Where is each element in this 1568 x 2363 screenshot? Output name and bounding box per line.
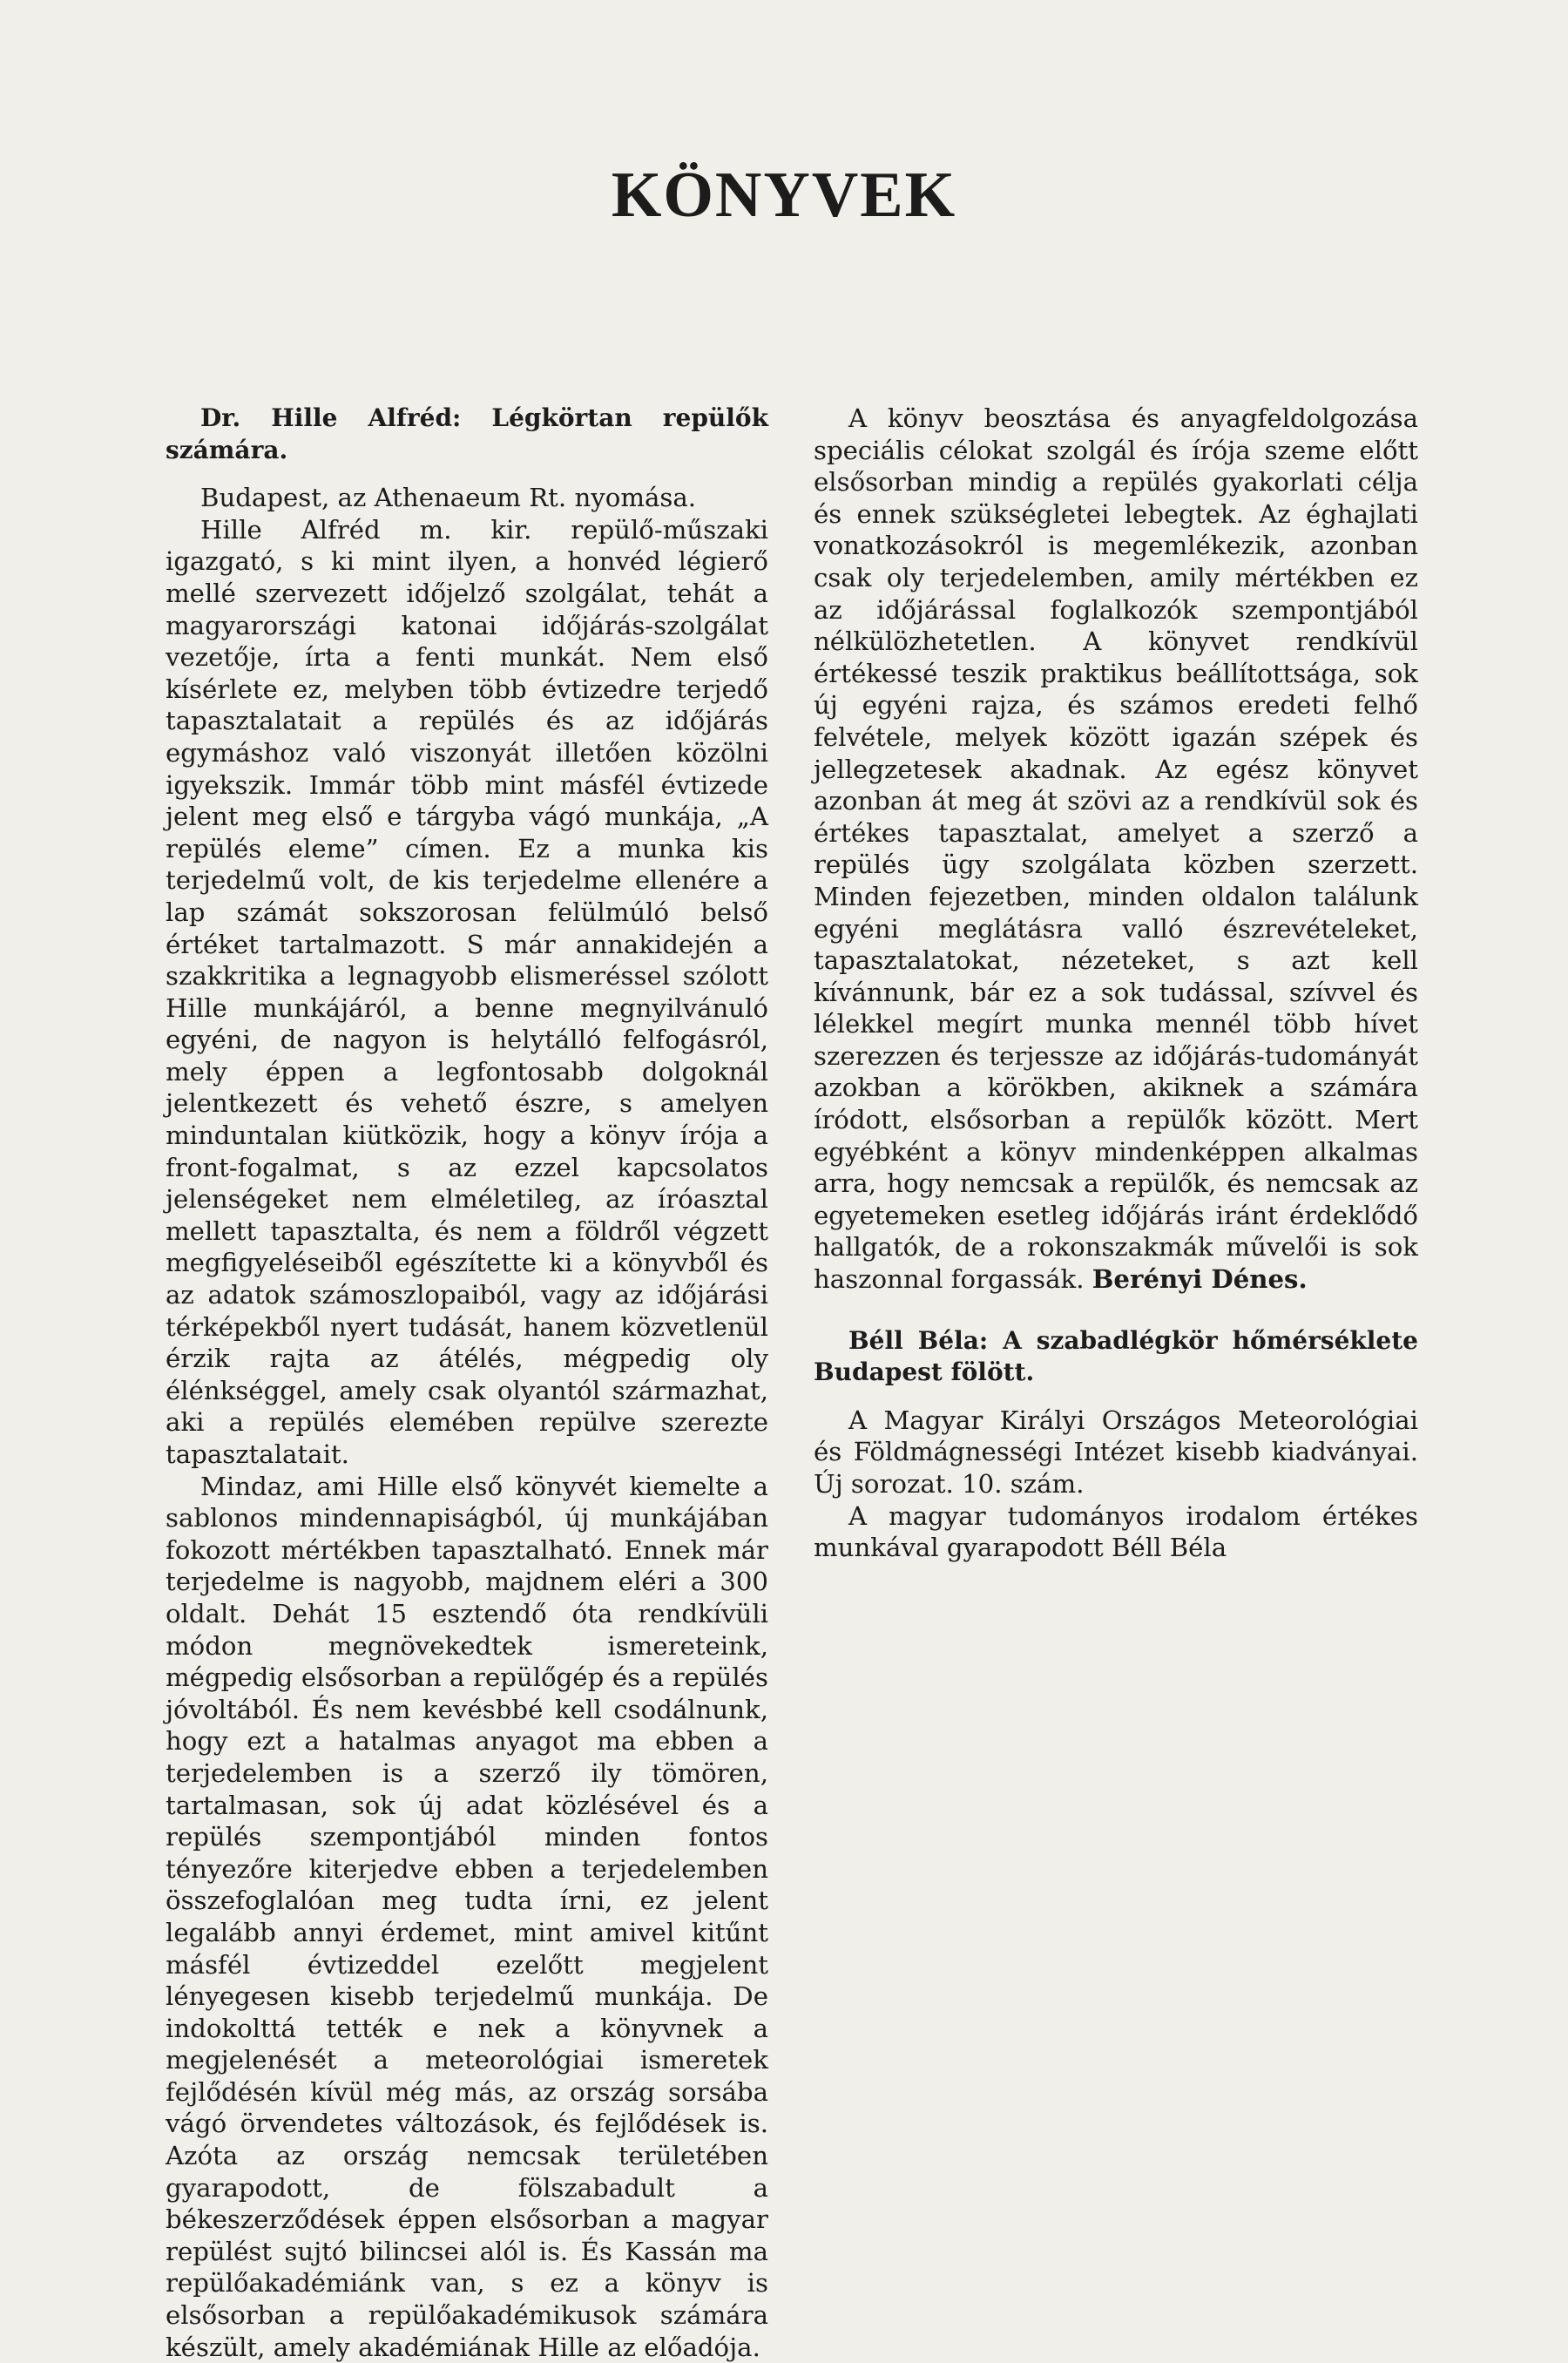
review-signature: Berényi Dénes.	[1092, 1264, 1308, 1295]
review-paragraph-text: A könyv beosztása és anyagfeldolgozása speciális célokat szolgál és írója szeme előtt elsősorban mindig a repülés gyakorlati célja és ennek szükségletei lebegtek. Az éghajlati vonatkozásokról is megemlékezik, azonban csak oly terjedelemben, amily mértékben ez az időjárással foglalkozók szempontjából nélkülözhetetlen. A könyvet rendkívül értékessé teszik praktikus beállítottsága, sok új egyéni rajza, és számos eredeti felhő felvétele, melyek között igazán szépek és jellegzetesek akadnak. Az egész könyvet azonban át meg át szövi az a rendkívül sok és értékes tapasztalat, amelyet a szerző a repülés ügy szolgálata közben szerzett. Minden fejezetben, minden oldalon találunk egyéni meglátásra valló észrevételeket, tapasztalatokat, nézeteket, s azt kell kívánnunk, bár ez a sok tudással, szívvel és lélekkel megírt munka mennél több hívet szerezzen és terjessze az időjárás-tudományát azokban a körökben, akiknek a számára íródott, elsősorban a repülők között. Mert egyébként a könyv mindenképpen alkalmas arra, hogy nemcsak a repülők, és nemcsak az egyetemeken esetleg időjárás iránt érdeklődő hallgatók, de a rokonszakmák művelői is sok haszonnal forgassák.	[814, 403, 1418, 1295]
review-paragraph: A Magyar Királyi Országos Meteorológiai és Földmágnességi Intézet kisebb kiadványai. Új sorozat. 10. szám.	[814, 1405, 1418, 1499]
review-paragraph-continued: Mindaz, ami Hille első könyvét kiemelte a sablonos mindennapiságból, új munkájában fokozott mértékben tapasztalható. Ennek már terjedelme is nagyobb, majdnem eléri a 300 oldalt. Dehát 15 esztendő óta rendkívüli módon megnövekedtek ismereteink, mégpedig elsősorban a repülőgép és a repülés jóvoltából. És nem kevésbbé kell csodálnunk, hogy ezt a hatalmas anyagot ma ebben a terjedelemben is a szerző ily tömören, tartalmasan, sok új adat közlésével és a repülés szempontjából minden fontos tényezőre kiterjedve ebben a terjedelemben összefoglalóan meg tudta írni, ez jelent legalább annyi érdemet, mint amivel kitűnt másfél évtizeddel ezelőtt megjelent lényegesen kisebb terjedelmű munkája. De indokolttá tették e nek a könyvnek a megjelenését a meteorológiai ismeretek fejlődésén kívül még más, az ország sorsába vágó örvendetes változások, és fejlődések is. Azóta az ország nemcsak területében gyarapodott, de fölszabadult a békeszerződések éppen elsősorban a magyar repülést sujtó bilincsei alól is. És Kassán ma repülőakadémiánk van, s ez a könyv is elsősorban a repülőakadémikusok számára készült, amely akadémiának Hille az előadója.	[166, 1471, 768, 2362]
review-paragraph	[814, 403, 1418, 1296]
review-paragraph: Budapest, az Athenaeum Rt. nyomása.	[200, 483, 697, 513]
page-title: KÖNYVEK	[611, 159, 957, 231]
review-heading-bell: Béll Béla: A szabadlégkör hőmérséklete Budapest fölött.	[814, 1325, 1418, 1387]
review-paragraph: Hille Alfréd m. kir. repülő-műszaki igazgató, s ki mint ilyen, a honvéd légierő mellé szervezett időjelző szolgálat, tehát a magyarországi katonai időjárás-szolgálat vezetője, írta a fenti munkát. Nem első kísérlete ez, melyben több évtizedre terjedő tapasztalatait a repülés és az időjárás egymáshoz való viszonyát illetően közölni igyekszik. Immár több mint másfél évtizede jelent meg első e tárgyba vágó munkája, „A repülés eleme” címen. Ez a munka kis terjedelmű volt, de kis terjedelme ellenére a lap számát sokszorosan felülmúló belső értéket tartalmazott. S már annakidején a szakkritika a legnagyobb elismeréssel szólott Hille munkájáról, a benne megnyilvánuló egyéni, de nagyon is helytálló felfogásról, mely éppen a legfontosabb dolgoknál jelentkezett és vehető észre, s amelyen minduntalan kiütközik, hogy a könyv írója a front-fogalmat, s az ezzel kapcsolatos jelenségeket nem elméletileg, az íróasztal mellett tapasztalta, és nem a földről végzett megfigyeléseiből egészítette ki a könyvből és az adatok számoszlopaiból, vagy az időjárási térképekből nyert tudását, hanem közvetlenül érzik rajta az átélés, mégpedig oly élénkséggel, amely csak olyantól származhat, aki a repülés elemében repülve szerezte tapasztalatait.	[166, 514, 768, 1469]
left-column	[166, 403, 768, 2363]
review-paragraph: A magyar tudományos irodalom értékes munkával gyarapodott Béll Béla	[814, 1500, 1418, 1563]
right-column	[814, 403, 1418, 1564]
review-bell	[814, 1325, 1418, 1564]
review-heading-hille: Dr. Hille Alfréd: Légkörtan repülők számára.	[166, 403, 768, 464]
